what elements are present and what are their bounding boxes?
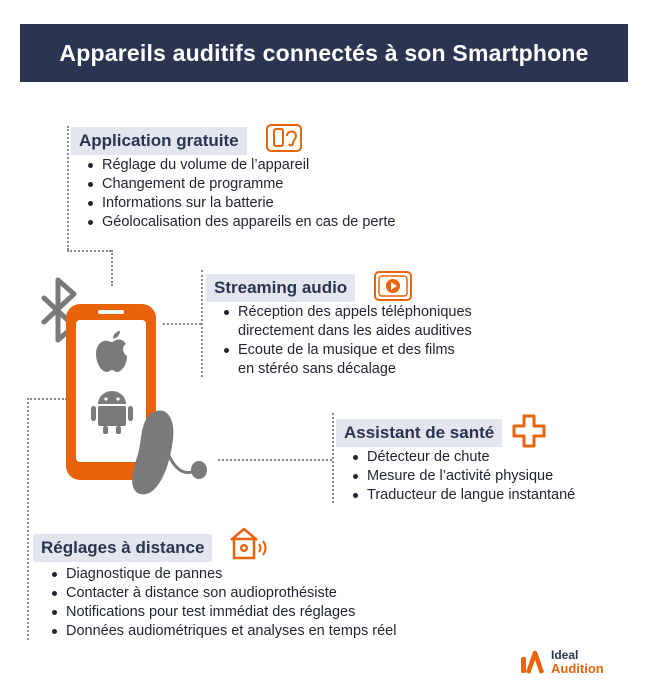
list-item: Géolocalisation des appareils en cas de perte xyxy=(88,213,395,232)
list-item: Contacter à distance son audioprothésiste xyxy=(52,584,396,603)
play-button-icon xyxy=(374,271,412,301)
connector-remote-vertical xyxy=(27,398,29,640)
list-item: Changement de programme xyxy=(88,175,395,194)
connector-app-horizontal xyxy=(67,250,111,252)
section-title-health: Assistant de santé xyxy=(336,419,502,447)
phone-ear-icon xyxy=(266,124,302,152)
list-health xyxy=(353,448,575,505)
smartphone-illustration xyxy=(36,276,216,500)
list-item: Informations sur la batterie xyxy=(88,194,395,213)
connector-health-vertical xyxy=(332,413,334,503)
list-item: Détecteur de chute xyxy=(353,448,575,467)
section-title-app: Application gratuite xyxy=(71,127,247,155)
section-title-remote: Réglages à distance xyxy=(33,534,212,562)
house-gear-icon xyxy=(228,526,270,560)
list-streaming xyxy=(224,303,472,379)
ideal-audition-logo-icon xyxy=(519,649,545,675)
list-item: Réglage du volume de l’appareil xyxy=(88,156,395,175)
logo-text-ideal: Ideal xyxy=(551,648,579,662)
list-item: Ecoute de la musique et des films xyxy=(224,341,472,360)
list-item: Notifications pour test immédiat des réglages xyxy=(52,603,396,622)
logo-text-audition: Audition xyxy=(551,661,604,676)
list-item-continuation: en stéréo sans décalage xyxy=(238,361,396,377)
section-title-streaming: Streaming audio xyxy=(206,274,355,302)
title-banner: Appareils auditifs connectés à son Smartphone xyxy=(20,24,628,82)
list-item: Données audiométriques et analyses en temps réel xyxy=(52,622,396,641)
connector-health-horizontal xyxy=(218,459,332,461)
list-item: Réception des appels téléphoniques xyxy=(224,303,472,322)
list-app xyxy=(88,156,395,232)
list-remote xyxy=(52,565,396,641)
list-item: Mesure de l’activité physique xyxy=(353,467,575,486)
medical-cross-icon xyxy=(512,414,546,448)
list-item: Diagnostique de pannes xyxy=(52,565,396,584)
ideal-audition-logo xyxy=(519,649,604,675)
connector-app-vertical xyxy=(67,126,69,250)
list-item-continuation: directement dans les aides auditives xyxy=(238,323,472,339)
list-item: Traducteur de langue instantané xyxy=(353,486,575,505)
